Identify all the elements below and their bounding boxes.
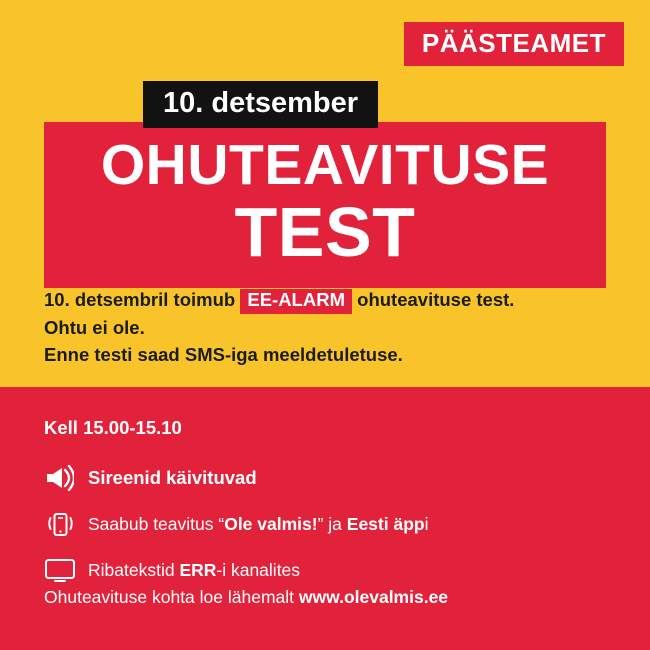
ee-alarm-highlight: EE-ALARM [240, 289, 352, 314]
bullet-label-ticker [88, 560, 300, 581]
list-item [44, 503, 620, 545]
notification-bold2: Eesti äpp [346, 513, 425, 534]
tv-screen-icon [44, 557, 88, 583]
lede-line2: Ohtu ei ole. [44, 316, 145, 338]
lede-line3: Enne testi saad SMS-iga meeldetuletuse. [44, 343, 403, 365]
notification-bold1: Ole valmis! [224, 513, 318, 534]
ticker-part1: Ribatekstid [88, 559, 180, 580]
ticker-part2: -i kanalites [216, 559, 301, 580]
page-title-line1: OHUTEAVITUSE [100, 133, 550, 197]
lede-text [44, 286, 620, 368]
footer-text: Ohuteavituse kohta loe lähemalt [44, 587, 299, 607]
bullet-label-notification [88, 514, 428, 535]
list-item [44, 549, 620, 591]
footer-note [44, 587, 448, 608]
time-label: Kell 15.00-15.10 [44, 417, 182, 438]
notification-part1: Saabub teavitus “ [88, 513, 225, 534]
bottom-red-section [0, 387, 650, 650]
date-badge: 10. detsember [143, 81, 378, 128]
title-block [44, 122, 606, 288]
notification-part3: i [424, 513, 429, 534]
ticker-bold1: ERR [179, 559, 217, 580]
bullet-label-sirens: Sireenid käivituvad [88, 466, 257, 488]
lede-after: ohuteavituse test. [352, 289, 515, 310]
lede-before: 10. detsembril toimub [44, 289, 241, 310]
footer-link[interactable]: www.olevalmis.ee [298, 587, 449, 607]
notification-part2: ” ja [317, 513, 347, 534]
agency-badge: PÄÄSTEAMET [404, 22, 624, 66]
siren-megaphone-icon [44, 465, 88, 491]
bullet-list [44, 457, 620, 595]
list-item [44, 457, 620, 499]
page-title-line2: TEST [234, 193, 416, 272]
mobile-phone-alert-icon [44, 509, 88, 539]
